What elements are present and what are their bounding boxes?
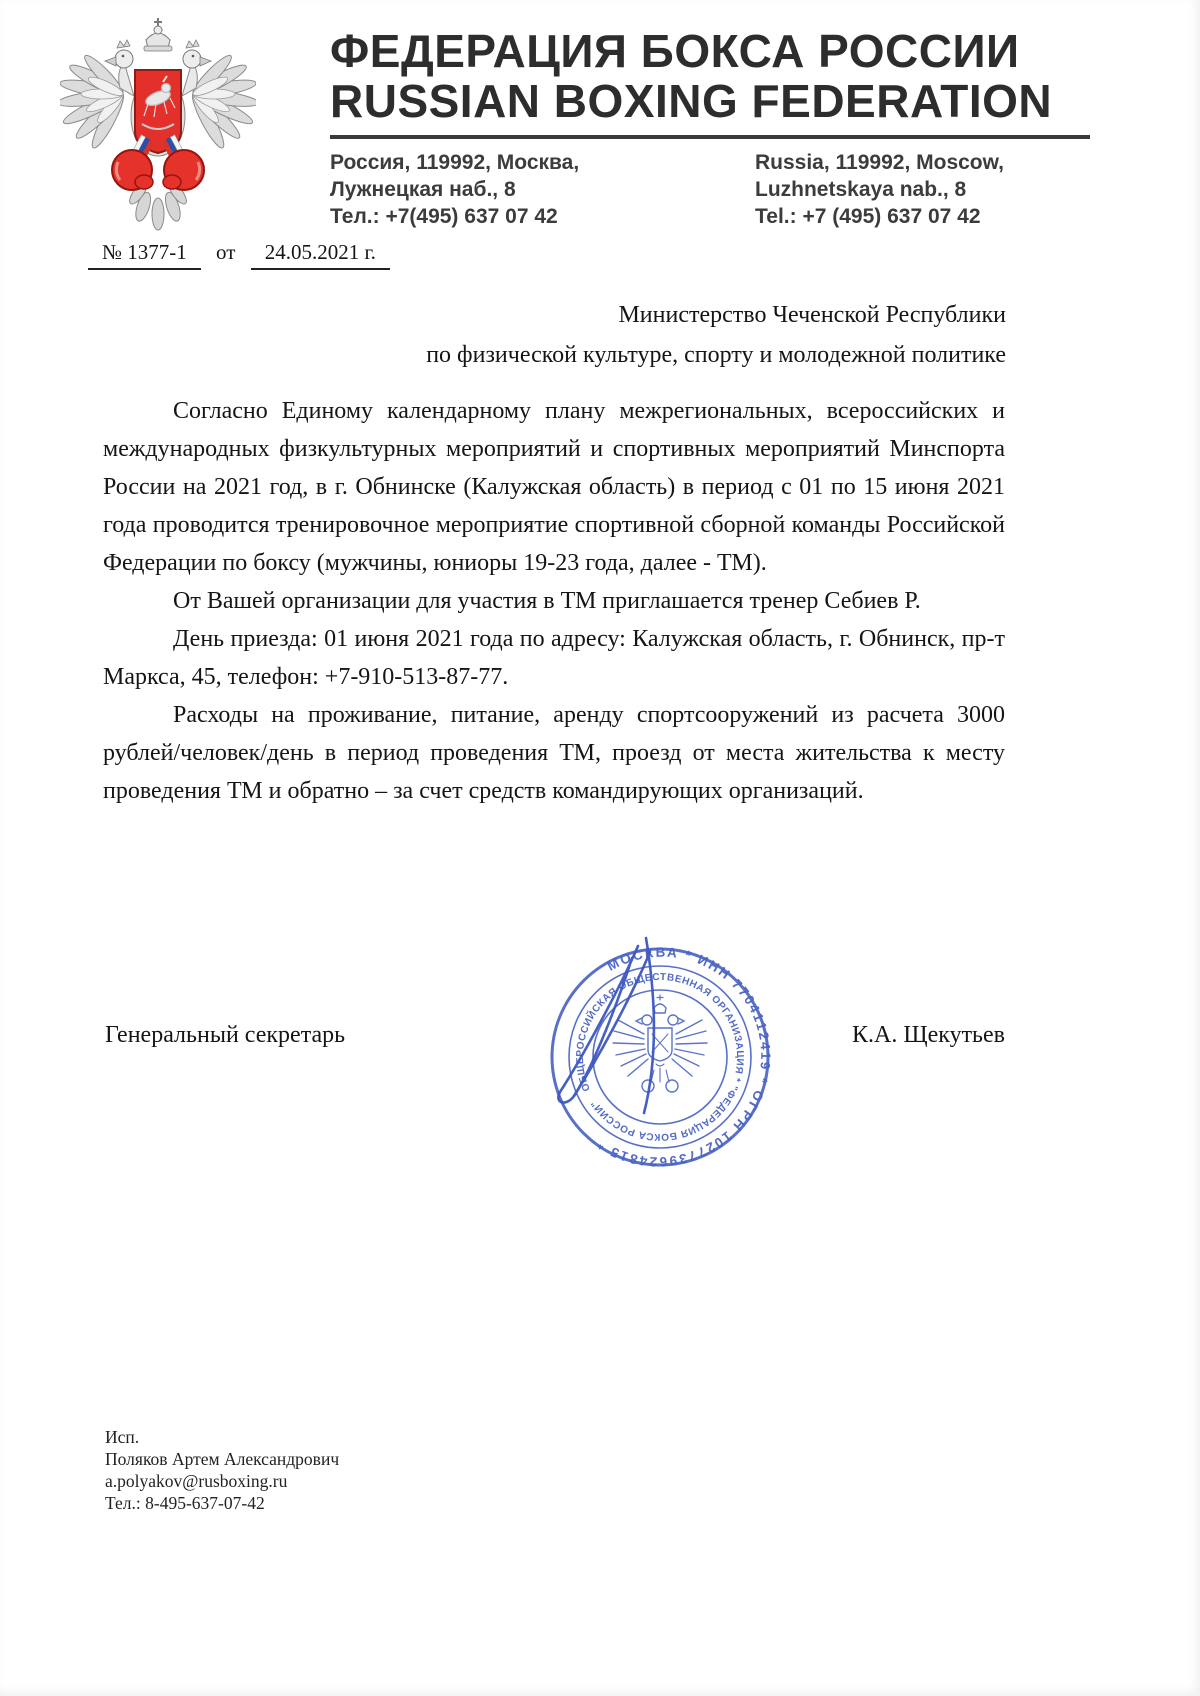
letterhead: [330, 26, 1092, 230]
federation-title-ru: ФЕДЕРАЦИЯ БОКСА РОССИИ: [330, 25, 1020, 77]
address-russian: Россия, 119992, Москва, Лужнецкая наб., 8 Тел.: +7(495) 637 07 42: [330, 151, 580, 228]
executor-phone: Тел.: 8-495-637-07-42: [105, 1493, 265, 1513]
paragraph-arrival: День приезда: 01 июня 2021 года по адресу: Калужская область, г. Обнинск, пр-т Маркса, 45, телефон: +7-910-513-87-77.: [103, 626, 1005, 690]
reference-line: [88, 240, 390, 270]
executor-email: a.polyakov@rusboxing.ru: [105, 1471, 288, 1491]
stamp-inner-ring-text: ОБЩЕРОССИЙСКАЯ ОБЩЕСТВЕННАЯ ОРГАНИЗАЦИЯ * "ФЕДЕРАЦИЯ БОКСА РОССИИ": [574, 971, 746, 1143]
paragraph-schedule: Согласно Единому календарному плану межрегиональных, всероссийских и международных физкультурных мероприятий и спортивных мероприятий Минспорта России на 2021 год, в г. Обнинске (Калужская область) в период с 01 по 15 июня 2021 года проводится тренировочное мероприятие спортивной сборной команды Российской Федерации по боксу (мужчины, юниоры 19-23 года, далее - ТМ).: [103, 398, 1005, 576]
recipient-block: [300, 295, 1006, 375]
letter-body: [103, 392, 1005, 810]
federation-round-stamp: [498, 908, 808, 1208]
center-crown-icon: [144, 18, 172, 51]
recipient-line2: по физической культуре, спорту и молодежной политике: [426, 342, 1006, 368]
stamp-outer-ring-text: МОСКВА * ИНН 7704112419 * ОГРН 1027739624815 *: [593, 944, 774, 1170]
executor-name: Поляков Артем Александрович: [105, 1449, 340, 1469]
header-divider: [330, 135, 1090, 139]
executor-block: [105, 1426, 339, 1514]
executor-label: Исп.: [105, 1427, 140, 1447]
letter-date: 24.05.2021 г.: [251, 240, 390, 270]
stamp-eagle-icon: [613, 995, 707, 1092]
recipient-line1: Министерство Чеченской Республики: [618, 302, 1006, 328]
paragraph-expenses: Расходы на проживание, питание, аренду спортсооружений из расчета 3000 рублей/человек/день в период проведения ТМ, проезд от места жительства к месту проведения ТМ и обратно – за счет средств командирующих организаций.: [103, 702, 1005, 804]
letter-number: № 1377-1: [88, 240, 201, 270]
signer-name: К.А. Щекутьев: [852, 1022, 1005, 1048]
signer-position: Генеральный секретарь: [105, 1022, 346, 1048]
address-block: [330, 149, 1092, 230]
address-english: Russia, 119992, Moscow, Luzhnetskaya nab., 8 Tel.: +7 (495) 637 07 42: [755, 151, 1005, 228]
federation-title-en: RUSSIAN BOXING FEDERATION: [330, 75, 1053, 127]
boxing-federation-eagle-logo: [60, 12, 256, 236]
from-label: от: [216, 240, 236, 264]
paragraph-invitation: От Вашей организации для участия в ТМ приглашается тренер Себиев Р.: [173, 588, 921, 614]
